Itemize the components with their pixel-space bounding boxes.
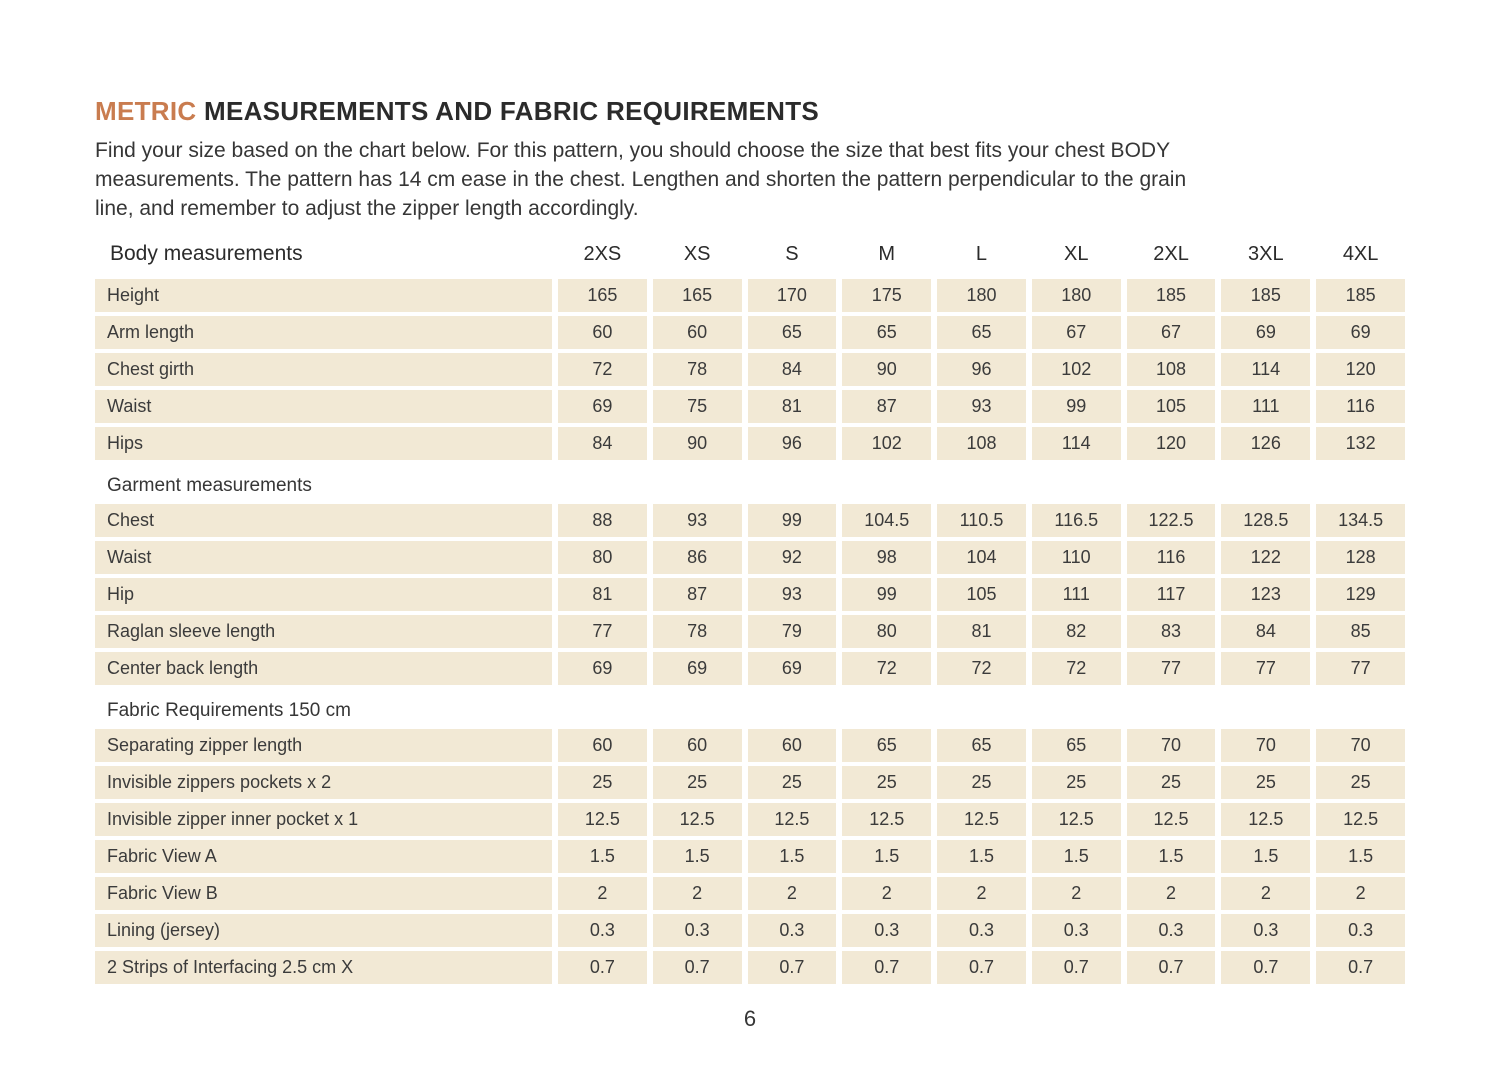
value-cell: 111 [1221, 390, 1310, 423]
value-cell: 77 [1127, 652, 1216, 685]
value-cell: 79 [748, 615, 837, 648]
value-cell: 0.7 [748, 951, 837, 984]
value-cell: 60 [748, 729, 837, 762]
value-cell: 60 [653, 316, 742, 349]
value-cell: 2 [842, 877, 931, 910]
value-cell: 2 [1032, 877, 1121, 910]
size-column-header: 4XL [1342, 242, 1379, 265]
value-cell: 0.7 [558, 951, 647, 984]
value-cell: 86 [653, 541, 742, 574]
value-cell: 0.7 [1127, 951, 1216, 984]
value-cell: 2 [1127, 877, 1216, 910]
value-cell: 1.5 [937, 840, 1026, 873]
value-cell: 108 [937, 427, 1026, 460]
value-cell: 105 [937, 578, 1026, 611]
value-cell: 104 [937, 541, 1026, 574]
size-column-header: S [785, 242, 799, 265]
value-cell: 1.5 [842, 840, 931, 873]
value-cell: 134.5 [1316, 504, 1405, 537]
value-cell: 81 [748, 390, 837, 423]
value-cell: 67 [1032, 316, 1121, 349]
value-cell: 25 [653, 766, 742, 799]
row-label: Chest [95, 504, 552, 537]
value-cell: 92 [748, 541, 837, 574]
row-label: Separating zipper length [95, 729, 552, 762]
value-cell: 0.3 [1221, 914, 1310, 947]
value-cell: 96 [748, 427, 837, 460]
value-cell: 81 [937, 615, 1026, 648]
value-cell: 122.5 [1127, 504, 1216, 537]
value-cell: 99 [748, 504, 837, 537]
value-cell: 77 [558, 615, 647, 648]
value-cell: 72 [842, 652, 931, 685]
value-cell: 116 [1316, 390, 1405, 423]
value-cell: 0.7 [1032, 951, 1121, 984]
value-cell: 72 [558, 353, 647, 386]
size-column-header: XL [1064, 242, 1089, 265]
row-label: Height [95, 279, 552, 312]
document-page [95, 96, 1405, 984]
value-cell: 70 [1221, 729, 1310, 762]
value-cell: 126 [1221, 427, 1310, 460]
value-cell: 1.5 [1127, 840, 1216, 873]
value-cell: 77 [1316, 652, 1405, 685]
value-cell: 1.5 [1221, 840, 1310, 873]
value-cell: 117 [1127, 578, 1216, 611]
value-cell: 81 [558, 578, 647, 611]
value-cell: 0.7 [1316, 951, 1405, 984]
value-cell: 60 [558, 729, 647, 762]
value-cell: 132 [1316, 427, 1405, 460]
value-cell: 65 [937, 316, 1026, 349]
value-cell: 1.5 [653, 840, 742, 873]
value-cell: 60 [558, 316, 647, 349]
intro-line: line, and remember to adjust the zipper length accordingly. [95, 197, 639, 220]
value-cell: 110 [1032, 541, 1121, 574]
value-cell: 123 [1221, 578, 1310, 611]
value-cell: 175 [842, 279, 931, 312]
value-cell: 12.5 [1032, 803, 1121, 836]
row-label: Arm length [95, 316, 552, 349]
value-cell: 25 [1127, 766, 1216, 799]
value-cell: 0.3 [1127, 914, 1216, 947]
value-cell: 128.5 [1221, 504, 1310, 537]
value-cell: 105 [1127, 390, 1216, 423]
row-label: Fabric View B [95, 877, 552, 910]
value-cell: 129 [1316, 578, 1405, 611]
value-cell: 128 [1316, 541, 1405, 574]
size-column-header: 2XL [1153, 242, 1189, 265]
value-cell: 84 [558, 427, 647, 460]
value-cell: 2 [558, 877, 647, 910]
table-header-body-measurements: Body measurements [110, 242, 303, 265]
row-label: Waist [95, 390, 552, 423]
value-cell: 93 [748, 578, 837, 611]
value-cell: 0.7 [1221, 951, 1310, 984]
value-cell: 84 [1221, 615, 1310, 648]
value-cell: 180 [1032, 279, 1121, 312]
intro-line: measurements. The pattern has 14 cm ease in the chest. Lengthen and shorten the pattern perpendicular to the grain [95, 168, 1187, 191]
value-cell: 185 [1221, 279, 1310, 312]
row-label: Raglan sleeve length [95, 615, 552, 648]
value-cell: 78 [653, 615, 742, 648]
value-cell: 12.5 [842, 803, 931, 836]
value-cell: 67 [1127, 316, 1216, 349]
page-number: 6 [743, 1006, 757, 1031]
value-cell: 120 [1127, 427, 1216, 460]
row-label: Invisible zippers pockets x 2 [95, 766, 552, 799]
value-cell: 114 [1032, 427, 1121, 460]
value-cell: 2 [1221, 877, 1310, 910]
value-cell: 72 [1032, 652, 1121, 685]
value-cell: 99 [842, 578, 931, 611]
value-cell: 78 [653, 353, 742, 386]
value-cell: 80 [558, 541, 647, 574]
value-cell: 25 [842, 766, 931, 799]
value-cell: 70 [1316, 729, 1405, 762]
value-cell: 0.3 [558, 914, 647, 947]
value-cell: 1.5 [1316, 840, 1405, 873]
value-cell: 88 [558, 504, 647, 537]
page-title [95, 96, 1405, 127]
value-cell: 70 [1127, 729, 1216, 762]
value-cell: 12.5 [653, 803, 742, 836]
value-cell: 0.3 [842, 914, 931, 947]
value-cell: 98 [842, 541, 931, 574]
value-cell: 82 [1032, 615, 1121, 648]
value-cell: 77 [1221, 652, 1310, 685]
section-heading: Garment measurements [95, 464, 1405, 500]
value-cell: 96 [937, 353, 1026, 386]
value-cell: 69 [1316, 316, 1405, 349]
value-cell: 12.5 [1221, 803, 1310, 836]
row-label: Waist [95, 541, 552, 574]
value-cell: 75 [653, 390, 742, 423]
row-label: Fabric View A [95, 840, 552, 873]
value-cell: 84 [748, 353, 837, 386]
value-cell: 2 [653, 877, 742, 910]
value-cell: 80 [842, 615, 931, 648]
value-cell: 69 [558, 390, 647, 423]
value-cell: 102 [842, 427, 931, 460]
value-cell: 65 [842, 316, 931, 349]
size-column-header: 2XS [583, 242, 622, 265]
value-cell: 65 [748, 316, 837, 349]
row-label: 2 Strips of Interfacing 2.5 cm X [95, 951, 552, 984]
value-cell: 12.5 [748, 803, 837, 836]
value-cell: 12.5 [1316, 803, 1405, 836]
value-cell: 165 [653, 279, 742, 312]
value-cell: 102 [1032, 353, 1121, 386]
value-cell: 180 [937, 279, 1026, 312]
value-cell: 165 [558, 279, 647, 312]
value-cell: 1.5 [748, 840, 837, 873]
value-cell: 110.5 [937, 504, 1026, 537]
size-column-header: XS [683, 242, 711, 265]
intro-paragraph [95, 136, 1405, 223]
value-cell: 0.7 [937, 951, 1026, 984]
value-cell: 185 [1316, 279, 1405, 312]
value-cell: 87 [842, 390, 931, 423]
row-label: Hip [95, 578, 552, 611]
size-column-header: M [878, 242, 896, 265]
value-cell: 12.5 [937, 803, 1026, 836]
value-cell: 83 [1127, 615, 1216, 648]
value-cell: 85 [1316, 615, 1405, 648]
value-cell: 25 [558, 766, 647, 799]
value-cell: 12.5 [1127, 803, 1216, 836]
value-cell: 0.3 [1032, 914, 1121, 947]
value-cell: 65 [937, 729, 1026, 762]
value-cell: 111 [1032, 578, 1121, 611]
value-cell: 69 [653, 652, 742, 685]
section-heading: Fabric Requirements 150 cm [95, 689, 1405, 725]
value-cell: 65 [842, 729, 931, 762]
value-cell: 25 [1316, 766, 1405, 799]
value-cell: 2 [1316, 877, 1405, 910]
value-cell: 69 [748, 652, 837, 685]
size-column-header: L [975, 242, 988, 265]
page-title-highlight: METRIC [95, 96, 197, 126]
value-cell: 0.7 [842, 951, 931, 984]
value-cell: 122 [1221, 541, 1310, 574]
value-cell: 69 [1221, 316, 1310, 349]
value-cell: 60 [653, 729, 742, 762]
value-cell: 25 [748, 766, 837, 799]
value-cell: 69 [558, 652, 647, 685]
value-cell: 90 [653, 427, 742, 460]
value-cell: 108 [1127, 353, 1216, 386]
value-cell: 116 [1127, 541, 1216, 574]
value-cell: 1.5 [1032, 840, 1121, 873]
page-title-rest: MEASUREMENTS AND FABRIC REQUIREMENTS [196, 96, 820, 126]
value-cell: 0.3 [1316, 914, 1405, 947]
value-cell: 25 [1221, 766, 1310, 799]
value-cell: 93 [653, 504, 742, 537]
value-cell: 25 [1032, 766, 1121, 799]
row-label: Hips [95, 427, 552, 460]
value-cell: 104.5 [842, 504, 931, 537]
value-cell: 25 [937, 766, 1026, 799]
value-cell: 120 [1316, 353, 1405, 386]
value-cell: 2 [937, 877, 1026, 910]
value-cell: 72 [937, 652, 1026, 685]
value-cell: 90 [842, 353, 931, 386]
row-label: Center back length [95, 652, 552, 685]
value-cell: 0.3 [748, 914, 837, 947]
row-label: Chest girth [95, 353, 552, 386]
value-cell: 116.5 [1032, 504, 1121, 537]
value-cell: 185 [1127, 279, 1216, 312]
row-label: Invisible zipper inner pocket x 1 [95, 803, 552, 836]
value-cell: 0.3 [653, 914, 742, 947]
value-cell: 114 [1221, 353, 1310, 386]
value-cell: 0.3 [937, 914, 1026, 947]
value-cell: 12.5 [558, 803, 647, 836]
value-cell: 87 [653, 578, 742, 611]
size-chart-table [95, 235, 1405, 984]
value-cell: 99 [1032, 390, 1121, 423]
value-cell: 65 [1032, 729, 1121, 762]
value-cell: 93 [937, 390, 1026, 423]
value-cell: 170 [748, 279, 837, 312]
row-label: Lining (jersey) [95, 914, 552, 947]
value-cell: 2 [748, 877, 837, 910]
value-cell: 0.7 [653, 951, 742, 984]
intro-line: Find your size based on the chart below. For this pattern, you should choose the size that best fits your chest BODY [95, 139, 1171, 162]
size-column-header: 3XL [1248, 242, 1284, 265]
value-cell: 1.5 [558, 840, 647, 873]
